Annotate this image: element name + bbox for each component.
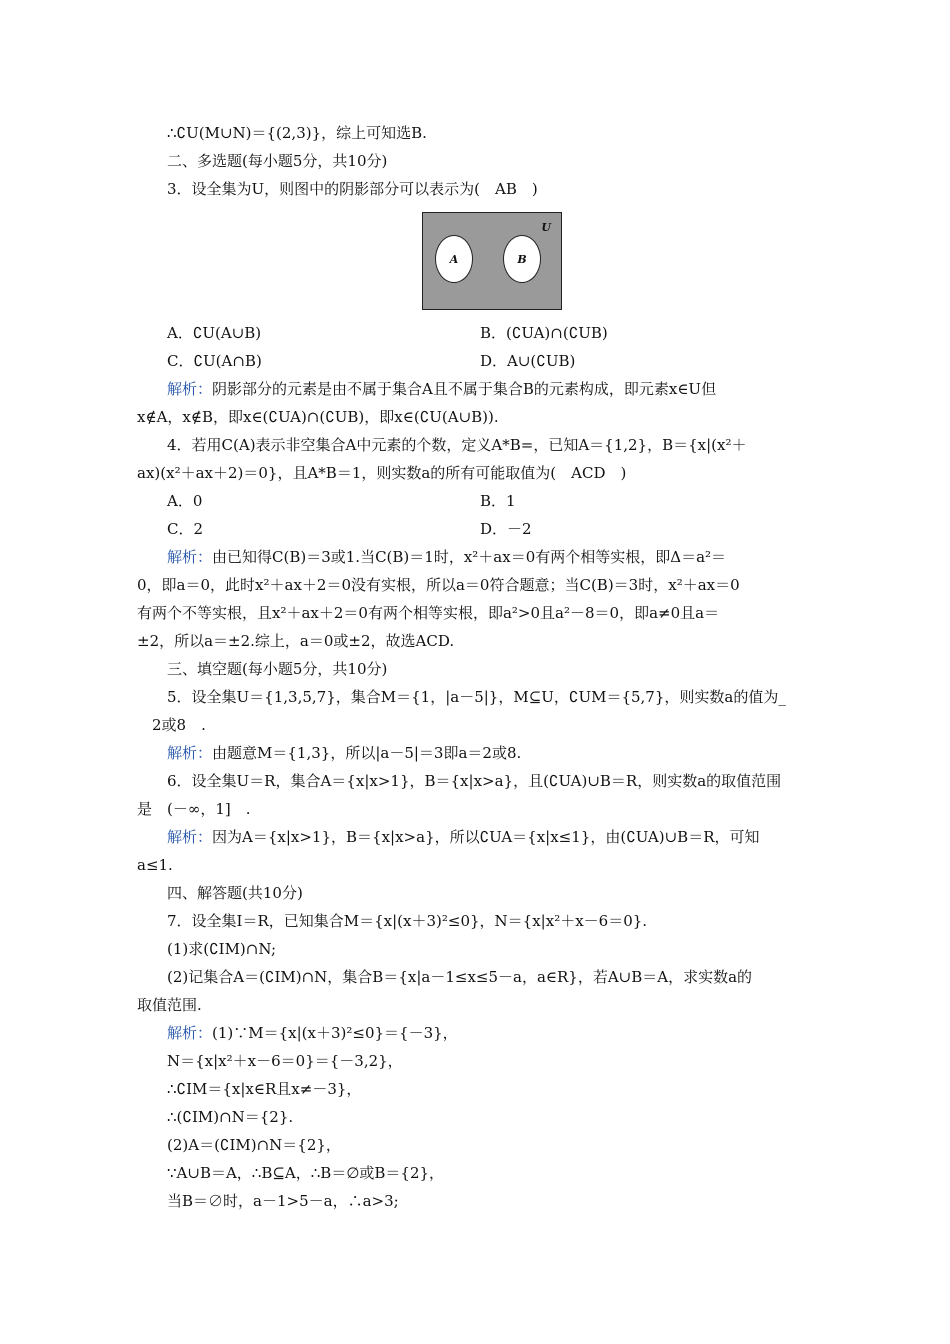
analysis-text: (1)∵M＝{x|(x＋3)²≤0}＝{－3}， bbox=[212, 1024, 458, 1042]
text-line-l16: 三、填空题(每小题5分，共10分) bbox=[167, 660, 388, 678]
text-line-l10b: B．1 bbox=[480, 492, 516, 510]
analysis-label: 解析： bbox=[167, 1024, 213, 1042]
text-line-l5: C．∁U(A∩B) bbox=[167, 352, 262, 370]
text-line-l22 bbox=[167, 826, 847, 850]
text-line-l7: x∉A，x∉B，即x∈(∁UA)∩(∁UB)，即x∈(∁U(A∪B)). bbox=[137, 408, 499, 426]
text-line-l33: (2)A＝(∁IM)∩N＝{2}， bbox=[167, 1136, 341, 1154]
text-line-l1: ∴∁U(M∪N)＝{(2,3)}，综上可知选B. bbox=[167, 124, 427, 142]
set-a-circle bbox=[435, 235, 473, 283]
text-line-l5b: D．A∪(∁UB) bbox=[480, 352, 576, 370]
text-line-l30: N＝{x|x²＋x－6＝0}＝{－3,2}， bbox=[167, 1052, 403, 1070]
text-line-l21: 是 (－∞，1] . bbox=[137, 800, 251, 818]
analysis-label: 解析： bbox=[167, 744, 213, 762]
analysis-label: 解析： bbox=[167, 548, 213, 566]
text-line-l32: ∴(∁IM)∩N＝{2}. bbox=[167, 1108, 294, 1126]
set-a-label: A bbox=[449, 252, 459, 266]
text-line-l28: 取值范围. bbox=[137, 996, 202, 1014]
text-line-l13: 0，即a＝0，此时x²＋ax＋2＝0没有实根，所以a＝0符合题意；当C(B)＝3时，x²＋ax＝0 bbox=[137, 576, 740, 594]
universal-set-label: U bbox=[541, 221, 551, 234]
analysis-text: 由题意M＝{1,3}，所以|a－5|＝3即a＝2或8. bbox=[212, 744, 522, 762]
text-line-l4b: B．(∁UA)∩(∁UB) bbox=[480, 324, 608, 342]
set-b-label: B bbox=[517, 252, 527, 266]
text-line-l15: ±2，所以a＝±2.综上，a＝0或±2，故选ACD. bbox=[137, 632, 455, 650]
text-line-l35: 当B＝∅时，a－1>5－a，∴a>3; bbox=[167, 1192, 399, 1210]
text-line-l27: (2)记集合A＝(∁IM)∩N，集合B＝{x|a－1≤x≤5－a，a∈R}，若A∪B＝A，求实数a的 bbox=[167, 968, 753, 986]
text-line-l25: 7．设全集I＝R，已知集合M＝{x|(x＋3)²≤0}，N＝{x|x²＋x－6＝0}. bbox=[167, 912, 648, 930]
analysis-label: 解析： bbox=[167, 828, 213, 846]
text-line-l9: ax)(x²＋ax＋2)＝0}，且A*B＝1，则实数a的所有可能取值为( ACD ) bbox=[137, 464, 627, 482]
analysis-text: 因为A＝{x|x>1}，B＝{x|x>a}，所以∁UA＝{x|x≤1}，由(∁UA)∪B＝R，可知 bbox=[212, 828, 760, 846]
text-line-l12 bbox=[167, 546, 847, 570]
analysis-text: 由已知得C(B)＝3或1.当C(B)＝1时，x²＋ax＝0有两个相等实根，即Δ＝a²＝ bbox=[212, 548, 727, 566]
text-line-l17: 5．设全集U＝{1,3,5,7}，集合M＝{1，|a－5|}，M⊆U，∁UM＝{5,7}，则实数a的值为_ bbox=[167, 688, 786, 706]
text-line-l31: ∴∁IM＝{x|x∈R且x≠－3}， bbox=[167, 1080, 362, 1098]
text-line-l34: ∵A∪B＝A，∴B⊆A，∴B＝∅或B＝{2}， bbox=[167, 1164, 445, 1182]
text-line-l20: 6．设全集U＝R，集合A＝{x|x>1}，B＝{x|x>a}，且(∁UA)∪B＝R，则实数a的取值范围 bbox=[167, 772, 782, 790]
text-line-l4: A．∁U(A∪B) bbox=[167, 324, 262, 342]
text-line-l18: 2或8 . bbox=[137, 716, 206, 734]
venn-diagram bbox=[422, 212, 562, 310]
text-line-l24: 四、解答题(共10分) bbox=[167, 884, 303, 902]
text-line-l2: 二、多选题(每小题5分，共10分) bbox=[167, 152, 388, 170]
analysis-text: 阴影部分的元素是由不属于集合A且不属于集合B的元素构成，即元素x∈U但 bbox=[212, 380, 717, 398]
text-line-l10: A．0 bbox=[167, 492, 203, 510]
text-line-l11: C．2 bbox=[167, 520, 204, 538]
text-line-l11b: D．－2 bbox=[480, 520, 532, 538]
text-line-l26: (1)求(∁IM)∩N; bbox=[167, 940, 276, 958]
text-line-l23: a≤1. bbox=[137, 856, 173, 874]
text-line-l29 bbox=[167, 1022, 847, 1046]
text-line-l3: 3．设全集为U，则图中的阴影部分可以表示为( AB ) bbox=[167, 180, 538, 198]
text-line-l14: 有两个不等实根，且x²＋ax＋2＝0有两个相等实根，即a²>0且a²－8＝0，即a≠0且a＝ bbox=[137, 604, 720, 622]
text-line-l19 bbox=[167, 742, 847, 766]
text-line-l8: 4．若用C(A)表示非空集合A中元素的个数，定义A*B=，已知A＝{1,2}，B＝{x|(x²＋ bbox=[167, 436, 747, 454]
text-line-l6 bbox=[167, 378, 847, 402]
analysis-label: 解析： bbox=[167, 380, 213, 398]
set-b-circle bbox=[503, 235, 541, 283]
